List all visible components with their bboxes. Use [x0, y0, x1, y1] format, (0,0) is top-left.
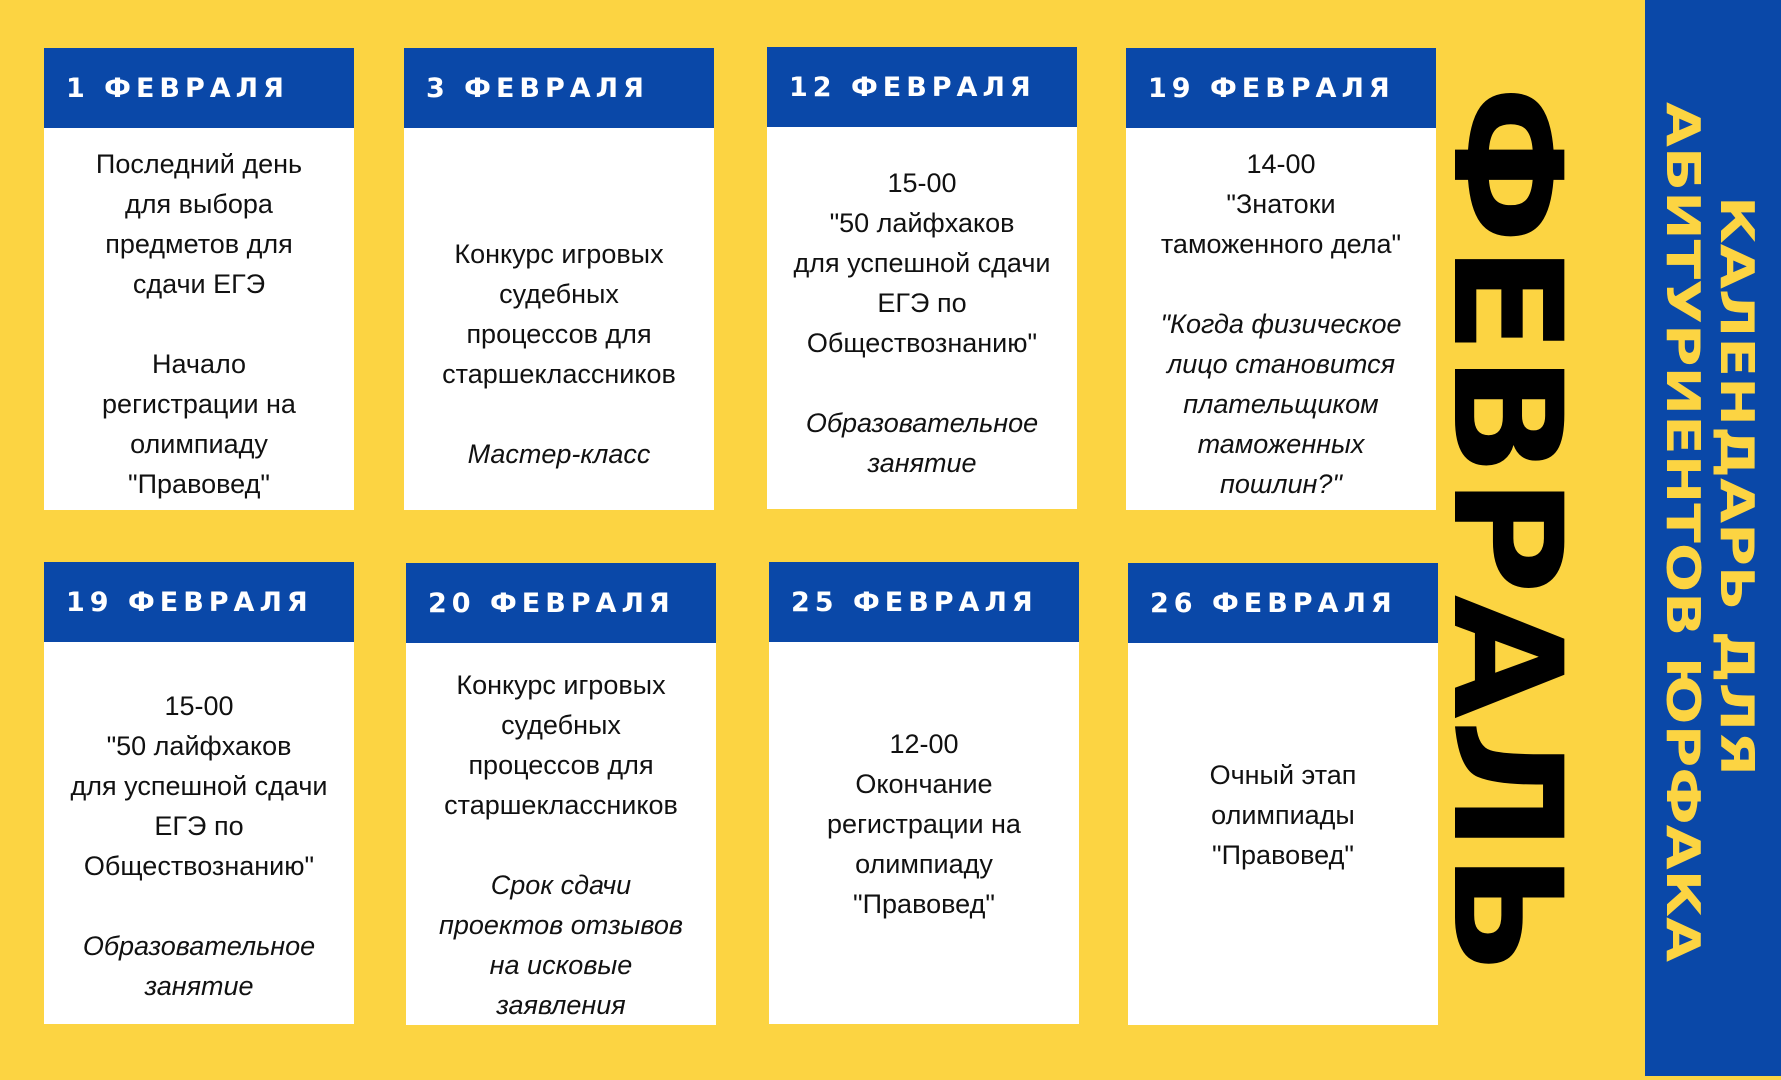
card-line: Конкурс игровых	[456, 670, 666, 700]
card-date: 20 ФЕВРАЛЯ	[406, 563, 716, 643]
card-line-italic: лицо становится	[1167, 349, 1395, 379]
card-line: ЕГЭ по	[154, 811, 244, 841]
card-line: Конкурс игровых	[454, 239, 664, 269]
card-line: "50 лайфхаков	[106, 731, 292, 761]
side-title-line2: АБИТУРИЕНТОВ ЮРФАКА	[1656, 101, 1710, 784]
card-line-italic: пошлин?"	[1220, 469, 1342, 499]
side-title-line1: КАЛЕНДАРЬ ДЛЯ	[1710, 196, 1764, 654]
card-line: 12-00	[889, 729, 959, 759]
card-body	[1126, 128, 1436, 510]
card-line: Окончание	[855, 769, 993, 799]
card-line-italic: занятие	[144, 971, 254, 1001]
card-line: Очный этап	[1209, 760, 1357, 790]
card-line: "50 лайфхаков	[829, 208, 1015, 238]
card-line-italic: на исковые	[489, 950, 633, 980]
card-body	[404, 128, 714, 510]
card-date: 26 ФЕВРАЛЯ	[1128, 563, 1438, 643]
card-line-italic: плательщиком	[1183, 389, 1379, 419]
card-line: для успешной сдачи	[70, 771, 328, 801]
card-line: процессов для	[468, 750, 654, 780]
event-card-8	[1128, 563, 1438, 1025]
card-line: для успешной сдачи	[793, 248, 1051, 278]
card-date: 12 ФЕВРАЛЯ	[767, 47, 1077, 127]
event-card-5	[44, 562, 354, 1024]
card-line: сдачи ЕГЭ	[132, 269, 266, 299]
card-line: "Знатоки	[1226, 189, 1336, 219]
card-line: "Правовед"	[1212, 840, 1354, 870]
card-date: 19 ФЕВРАЛЯ	[44, 562, 354, 642]
card-line: для выбора	[125, 189, 273, 219]
card-line: процессов для	[466, 319, 652, 349]
event-card-1	[44, 48, 354, 510]
card-line: 15-00	[164, 691, 234, 721]
event-card-4	[1126, 48, 1436, 510]
card-body	[44, 642, 354, 1024]
card-line-italic: занятие	[867, 448, 977, 478]
month-title	[1419, 80, 1608, 980]
card-line: старшеклассников	[444, 790, 678, 820]
card-line: судебных	[501, 710, 621, 740]
side-banner	[1645, 0, 1781, 1076]
card-line: Обществознанию"	[806, 328, 1038, 358]
card-line-italic: заявления	[496, 990, 626, 1020]
card-date: 25 ФЕВРАЛЯ	[769, 562, 1079, 642]
card-line: 14-00	[1246, 149, 1316, 179]
card-line: регистрации на	[827, 809, 1021, 839]
card-line: Начало	[151, 349, 247, 379]
card-line: 15-00	[887, 168, 957, 198]
card-line-italic: проектов отзывов	[439, 910, 683, 940]
month-title-text: ФЕВРАЛЬ	[1419, 85, 1593, 916]
card-line: олимпиады	[1211, 800, 1355, 830]
card-line: таможенного дела"	[1160, 229, 1402, 259]
event-card-6	[406, 563, 716, 1025]
card-line: "Правовед"	[128, 469, 270, 499]
card-line: Последний день	[95, 149, 303, 179]
card-line: олимпиаду	[855, 849, 993, 879]
card-date: 1 ФЕВРАЛЯ	[44, 48, 354, 128]
card-line: "Правовед"	[853, 889, 995, 919]
card-line: судебных	[499, 279, 619, 309]
card-line-italic: Мастер-класс	[467, 439, 651, 469]
card-body	[1128, 643, 1438, 1025]
card-line-italic: "Когда физическое	[1160, 309, 1402, 339]
card-date: 3 ФЕВРАЛЯ	[404, 48, 714, 128]
card-date: 19 ФЕВРАЛЯ	[1126, 48, 1436, 128]
event-card-3	[767, 47, 1077, 509]
card-body	[767, 127, 1077, 509]
card-line: предметов для	[105, 229, 293, 259]
card-line-italic: Образовательное	[805, 408, 1039, 438]
card-line-italic: Образовательное	[82, 931, 316, 961]
card-line: ЕГЭ по	[877, 288, 967, 318]
card-line: Обществознанию"	[83, 851, 315, 881]
card-body	[406, 643, 716, 1025]
event-card-7	[769, 562, 1079, 1024]
card-body	[44, 128, 354, 510]
card-line: олимпиаду	[130, 429, 268, 459]
card-line: регистрации на	[102, 389, 296, 419]
card-line: старшеклассников	[442, 359, 676, 389]
card-body	[769, 642, 1079, 1024]
card-line-italic: таможенных	[1197, 429, 1365, 459]
event-card-2	[404, 48, 714, 510]
card-line-italic: Срок сдачи	[490, 870, 632, 900]
